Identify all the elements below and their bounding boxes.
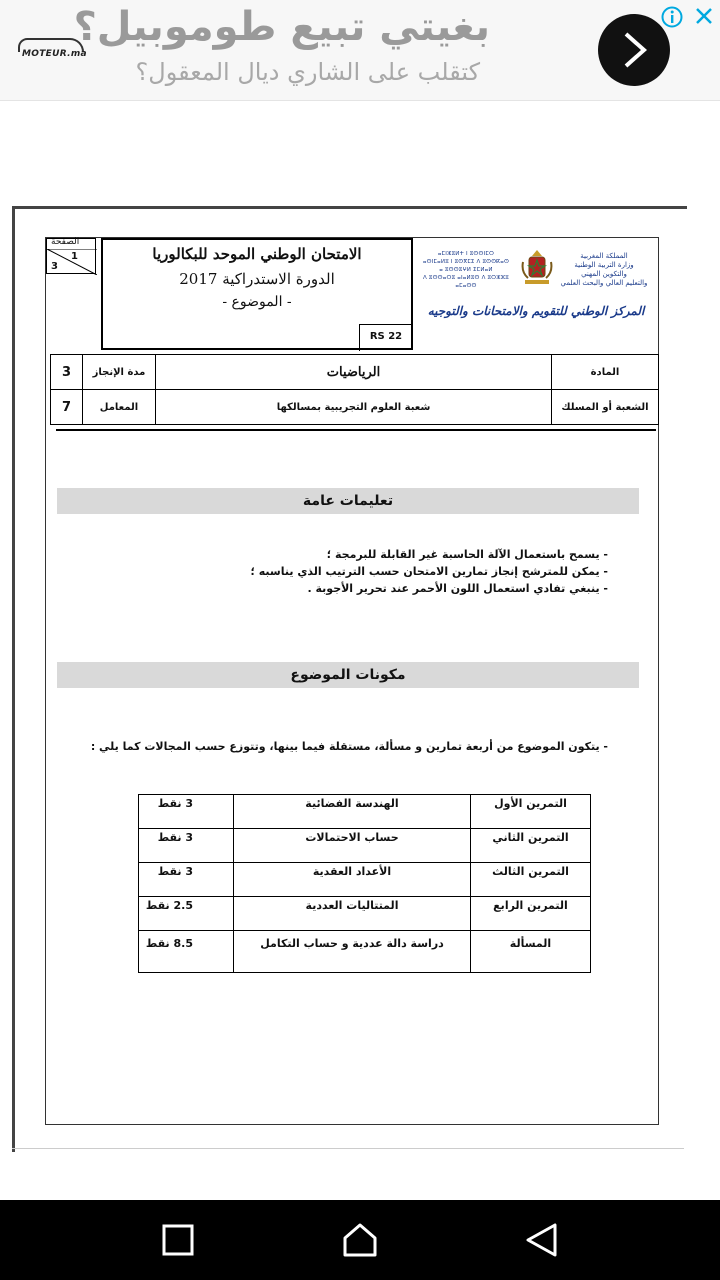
components-heading: مكونات الموضوع — [57, 662, 639, 688]
table-row — [51, 390, 659, 425]
coefficient-label: المعامل — [83, 390, 156, 425]
table-row — [139, 897, 591, 931]
ministry-name-arabic: المملكة المغربية وزارة التربية الوطنية والتكوين المهني والتعليم العالي والبحث العلمي — [560, 252, 648, 287]
list-item: - يسمح باستعمال الآلة الحاسبة غير القابلة للبرمجة ؛ — [326, 548, 608, 561]
instructions-list — [168, 546, 608, 597]
table-row — [139, 795, 591, 829]
exercise-distribution-table — [138, 794, 591, 973]
exercise-name: التمرين الأول — [471, 795, 591, 829]
branch-label: الشعبة أو المسلك — [552, 390, 659, 425]
subject-value: الرياضيات — [156, 355, 552, 390]
exercise-name: التمرين الرابع — [471, 897, 591, 931]
exercise-name: التمرين الثاني — [471, 829, 591, 863]
table-row — [139, 829, 591, 863]
close-icon — [692, 4, 716, 28]
branch-value: شعبة العلوم التجريبية بمسالكها — [156, 390, 552, 425]
info-icon — [661, 6, 683, 28]
exercise-points: 3 نقط — [139, 795, 234, 829]
table-row — [139, 863, 591, 897]
list-item: - ينبغي تفادي استعمال اللون الأحمر عند تحرير الأجوبة . — [307, 582, 608, 595]
ad-subtitle[interactable]: كتقلب على الشاري ديال المعقول؟ — [135, 58, 480, 86]
exercise-points: 8.5 نقط — [139, 931, 234, 973]
page-bottom-edge — [12, 1148, 684, 1149]
page-total: 3 — [51, 261, 58, 272]
ad-info-button[interactable] — [661, 6, 683, 28]
exercise-points: 3 نقط — [139, 863, 234, 897]
national-center-name: المركز الوطني للتقويم والامتحانات والتوجيه — [427, 304, 645, 318]
ad-title[interactable]: بغيتي تبيع طوموبيل؟ — [73, 4, 490, 50]
document-page — [12, 206, 687, 1152]
exercise-domain: الهندسة الفضائية — [234, 795, 471, 829]
list-item: - يمكن للمترشح إنجاز تمارين الامتحان حسب الترتيب الذي يناسبه ؛ — [250, 565, 608, 578]
exercise-domain: المتتاليات العددية — [234, 897, 471, 931]
exercise-domain: دراسة دالة عددية و حساب التكامل — [234, 931, 471, 973]
ministry-name-tifinagh: ⴰⵎⵏⵣⵓⵍⵜ ⵏ ⵓⵙⵙⵏⵎⵔ ⴰⵙⵏⵎⴰⵍⵓ ⵏ ⵓⵙⴳⵎⵉ ⴷ ⵓⵙⵙⴽⴰⵙ ⴰ ⵓⵙⵙⵓⵖⵍ ⵉⵎⵍⴰⵍ ⴷ ⵓⵙⵙⴰⵔⵓ ⴰⵏⴰⵍⵓⵙ ⴷ ⵓⵔⵣⵣⵓ ⴰⵎⴰⵙⵙ — [422, 251, 510, 289]
ad-close-button[interactable] — [692, 4, 716, 28]
exam-title: الامتحان الوطني الموحد للبكالوريا — [152, 245, 362, 263]
divider — [56, 429, 656, 431]
exercise-name: المسألة — [471, 931, 591, 973]
navigation-bar — [0, 1200, 720, 1280]
chevron-right-icon — [618, 32, 650, 68]
exercise-points: 3 نقط — [139, 829, 234, 863]
table-row — [51, 355, 659, 390]
page-number: 1 — [71, 251, 78, 262]
exam-code: RS 22 — [359, 324, 412, 351]
subject-info-table — [50, 354, 659, 425]
exam-title-box — [101, 238, 413, 350]
exam-session: الدورة الاستدراكية 2017 — [179, 270, 335, 288]
ad-banner[interactable] — [0, 0, 720, 101]
ad-open-button[interactable] — [598, 14, 670, 86]
instructions-heading: تعليمات عامة — [57, 488, 639, 514]
coat-of-arms-icon — [520, 248, 554, 288]
page-label: الصفحة — [51, 237, 80, 247]
exercise-domain: الأعداد العقدية — [234, 863, 471, 897]
components-intro: - يتكون الموضوع من أربعة تمارين و مسألة، مستقلة فيما بينها، وتتوزع حسب المجالات كما يلي : — [90, 740, 608, 753]
duration-label: مدة الإنجاز — [83, 355, 156, 390]
coefficient-value: 7 — [51, 390, 83, 425]
table-row — [139, 931, 591, 973]
duration-value: 3 — [51, 355, 83, 390]
document-frame — [45, 237, 659, 1125]
exercise-points: 2.5 نقط — [139, 897, 234, 931]
exam-subject-label: - الموضوع - — [222, 294, 292, 310]
home-icon[interactable] — [342, 1222, 378, 1258]
page-number-box — [46, 238, 96, 274]
ad-brand-name: MOTEUR.ma — [22, 49, 87, 59]
recents-square-icon[interactable] — [162, 1224, 194, 1256]
subject-label: المادة — [552, 355, 659, 390]
exercise-name: التمرين الثالث — [471, 863, 591, 897]
exercise-domain: حساب الاحتمالات — [234, 829, 471, 863]
back-triangle-icon[interactable] — [524, 1222, 558, 1258]
